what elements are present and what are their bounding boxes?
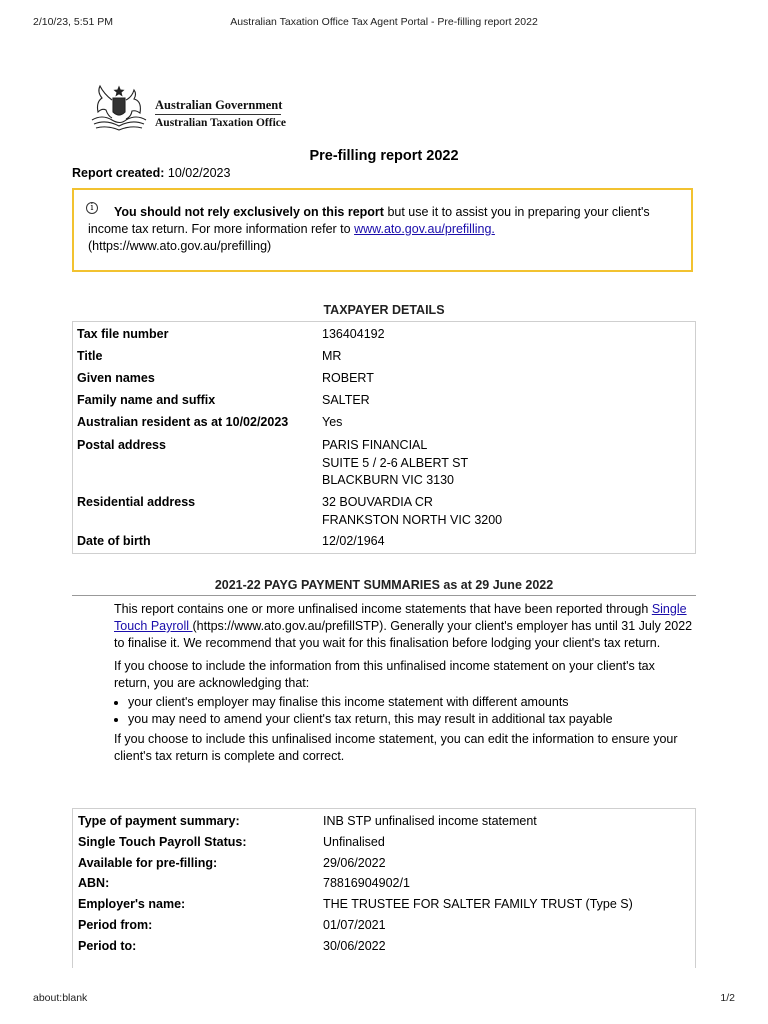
logo-line-government: Australian Government (155, 98, 283, 112)
notice-text (88, 204, 677, 255)
print-url: about:blank (33, 992, 88, 1004)
taxpayer-details-table (72, 321, 696, 554)
row-label: Date of birth (77, 534, 151, 548)
prefilling-url: (https://www.ato.gov.au/prefilling) (88, 239, 272, 253)
row-label: Single Touch Payroll Status: (78, 835, 247, 849)
payg-heading: 2021-22 PAYG PAYMENT SUMMARIES as at 29 June 2022 (214, 578, 554, 592)
report-created-label: Report created: (72, 166, 165, 180)
logo-line-ato: Australian Taxation Office (155, 117, 286, 129)
coat-of-arms-icon (86, 84, 152, 134)
payg-text: . Generally your client's employer has until 31 July 2022 to finalise it. We recommend that you wait for this finalisation before lodging your client's tax return. (114, 619, 693, 650)
print-page-title: Australian Taxation Office Tax Agent Portal - Pre-filling report 2022 (230, 16, 538, 28)
payg-paragraph (114, 601, 694, 652)
row-value: THE TRUSTEE FOR SALTER FAMILY TRUST (Type S) (323, 897, 633, 911)
row-label: Australian resident as at 10/02/2023 (77, 415, 289, 429)
acknowledgement-list (114, 694, 694, 728)
row-label: Type of payment summary: (78, 814, 240, 828)
row-label: ABN: (78, 876, 110, 890)
row-label: Tax file number (77, 327, 169, 341)
payment-summary-table (72, 808, 696, 968)
payg-information (114, 601, 694, 771)
row-value: ROBERT (322, 371, 374, 385)
list-item: • your client's employer may finalise this income statement with different amounts (128, 694, 694, 711)
row-value: INB STP unfinalised income statement (323, 814, 537, 828)
row-label: Available for pre-filling: (78, 856, 218, 870)
ato-logo (86, 84, 286, 136)
row-value: Yes (322, 415, 343, 429)
report-created (72, 166, 230, 180)
row-label: Period to: (78, 939, 137, 953)
list-item: • you may need to amend your client's tax return, this may result in additional tax payable (128, 711, 694, 728)
row-label: Period from: (78, 918, 153, 932)
print-datetime: 2/10/23, 5:51 PM (33, 16, 113, 28)
address-line: SUITE 5 / 2-6 ALBERT ST (322, 455, 469, 470)
row-value: 78816904902/1 (323, 876, 410, 890)
row-value: 136404192 (322, 327, 385, 341)
row-value: 29/06/2022 (323, 856, 386, 870)
row-value (322, 437, 682, 490)
row-value: Unfinalised (323, 835, 385, 849)
stp-url: (https://www.ato.gov.au/prefillSTP) (192, 619, 384, 633)
report-created-value: 10/02/2023 (167, 166, 231, 180)
row-value: 12/02/1964 (322, 534, 385, 548)
print-header (33, 16, 735, 30)
row-label: Residential address (77, 495, 196, 509)
row-label: Family name and suffix (77, 393, 216, 407)
row-label: Title (77, 349, 103, 363)
row-label: Employer's name: (78, 897, 186, 911)
address-line: 32 BOUVARDIA CR (322, 495, 433, 509)
print-page-number: 1/2 (720, 992, 735, 1004)
address-line: FRANKSTON NORTH VIC 3200 (322, 512, 503, 527)
address-line: PARIS FINANCIAL (322, 438, 428, 452)
row-value: MR (322, 349, 342, 363)
single-touch-payroll-link[interactable]: Single Touch Payroll (114, 602, 687, 633)
row-label: Postal address (77, 438, 166, 452)
info-icon: i (86, 202, 98, 214)
address-line: BLACKBURN VIC 3130 (322, 473, 455, 487)
payg-paragraph: If you choose to include the information from this unfinalised income statement on your client's tax return, you are acknowledging that: (114, 659, 655, 690)
prefilling-link[interactable]: www.ato.gov.au/prefilling. (354, 222, 495, 236)
payg-paragraph: If you choose to include this unfinalised income statement, you can edit the information to ensure your client's tax return is complete and correct. (114, 732, 678, 763)
notice-body: but use it to assist you in preparing your client's income tax return. For more information refer to (88, 205, 650, 236)
row-value: 01/07/2021 (323, 918, 386, 932)
row-value (322, 494, 682, 529)
payg-divider (72, 595, 696, 596)
row-label: Given names (77, 371, 155, 385)
notice-bold: You should not rely exclusively on this report (114, 205, 384, 219)
notice-box (72, 188, 693, 272)
report-title: Pre-filling report 2022 (309, 148, 459, 164)
row-value: 30/06/2022 (323, 939, 386, 953)
row-value: SALTER (322, 393, 370, 407)
taxpayer-details-heading: TAXPAYER DETAILS (323, 303, 445, 317)
logo-divider (155, 114, 281, 115)
payg-text: This report contains one or more unfinalised income statements that have been reported through (114, 602, 652, 616)
